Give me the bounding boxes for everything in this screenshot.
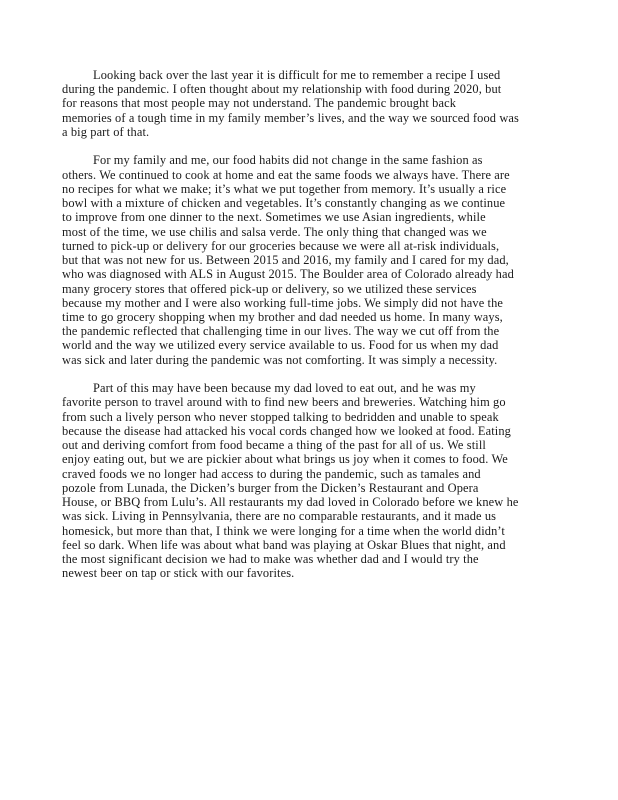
text-line: Part of this may have been because my dad loved to eat out, and he was my: [93, 381, 476, 396]
text-line: many grocery stores that offered pick-up or delivery, so we utilized these services: [62, 281, 477, 296]
text-line: bowl with a mixture of chicken and vegetables. It’s constantly changing as we continue: [62, 196, 506, 211]
text-line: homesick, but more than that, I think we were longing for a time when the world didn’t: [62, 523, 505, 538]
text-line: but that was not new for us. Between 2015 and 2016, my family and I cared for my dad,: [62, 253, 509, 268]
text-line: the most significant decision we had to make was whether dad and I would try the: [62, 551, 479, 566]
text-line: from such a lively person who never stopped talking to bedridden and unable to speak: [62, 409, 499, 424]
text-line: because the disease had attacked his vocal cords changed how we looked at food. Eating: [62, 423, 511, 438]
text-line: House, or BBQ from Lulu’s. All restaurants my dad loved in Colorado before we knew he: [62, 495, 519, 510]
text-line: who was diagnosed with ALS in August 2015. The Boulder area of Colorado already had: [62, 267, 514, 282]
paragraph: [62, 381, 559, 580]
text-line: feel so dark. When life was about what band was playing at Oskar Blues that night, and: [62, 537, 506, 552]
text-line: time to go grocery shopping when my brother and dad needed us home. In many ways,: [62, 309, 503, 324]
text-line: favorite person to travel around with to find new beers and breweries. Watching him go: [62, 395, 506, 410]
text-line: turned to pick-up or delivery for our groceries because we were all at-risk individuals,: [62, 238, 500, 253]
text-line: out and deriving comfort from food became a thing of the past for all of us. We still: [62, 438, 486, 453]
text-line: most of the time, we use chilis and salsa verde. The only thing that changed was we: [62, 224, 487, 239]
text-line: craved foods we no longer had access to during the pandemic, such as tamales and: [62, 466, 481, 481]
text-line: pozole from Lunada, the Dicken’s burger from the Dicken’s Restaurant and Opera: [62, 480, 479, 495]
text-line: was sick and later during the pandemic was not comforting. It was simply a necessity.: [62, 352, 498, 367]
text-line: during the pandemic. I often thought about my relationship with food during 2020, but: [62, 82, 502, 97]
text-line: memories of a tough time in my family member’s lives, and the way we sourced food was: [62, 110, 519, 125]
text-line: was sick. Living in Pennsylvania, there are no comparable restaurants, and it made us: [62, 509, 497, 524]
text-line: to improve from one dinner to the next. Sometimes we use Asian ingredients, while: [62, 210, 486, 225]
text-line: Looking back over the last year it is difficult for me to remember a recipe I used: [93, 68, 501, 82]
text-line: others. We continued to cook at home and eat the same foods we always have. There are: [62, 167, 510, 182]
paragraph: [62, 68, 559, 139]
essay-text-block: [62, 68, 559, 580]
text-line: newest beer on tap or stick with our favorites.: [62, 566, 295, 581]
paragraph: [62, 153, 559, 367]
text-line: no recipes for what we make; it’s what we put together from memory. It’s usually a rice: [62, 181, 507, 196]
text-line: world and the way we utilized every service available to us. Food for us when my dad: [62, 338, 499, 353]
text-line: enjoy eating out, but we are pickier about what brings us joy when it comes to food. We: [62, 452, 508, 467]
text-line: For my family and me, our food habits did not change in the same fashion as: [93, 153, 483, 168]
text-line: the pandemic reflected that challenging time in our lives. The way we cut off from the: [62, 324, 500, 339]
text-line: because my mother and I were also working full-time jobs. We simply did not have the: [62, 295, 504, 310]
text-line: a big part of that.: [62, 124, 150, 139]
text-line: for reasons that most people may not understand. The pandemic brought back: [62, 96, 457, 111]
